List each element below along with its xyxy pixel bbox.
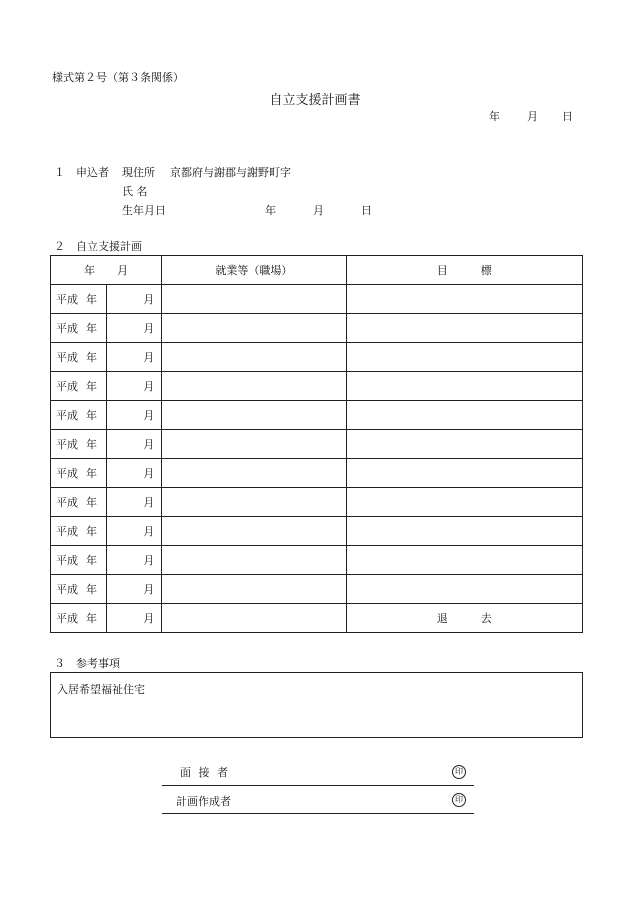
reference-text: 入居希望福祉住宅 xyxy=(57,683,145,696)
birthdate-year: 年 xyxy=(265,204,276,217)
row-goal xyxy=(346,401,582,430)
row-goal xyxy=(346,372,582,401)
table-row xyxy=(51,604,583,633)
row-month: 月 xyxy=(107,459,162,488)
row-era-year-cell xyxy=(51,488,107,517)
header-employment: 就業等（職場） xyxy=(162,256,346,285)
row-era-year-cell xyxy=(51,285,107,314)
table-body xyxy=(51,285,583,633)
header-date-day: 日 xyxy=(562,110,573,123)
row-era-year-cell xyxy=(51,604,107,633)
header-goal: 目 標 xyxy=(346,256,582,285)
row-era: 平成 xyxy=(56,554,78,567)
interviewer-signature-line xyxy=(162,785,474,786)
row-year: 年 xyxy=(86,554,97,567)
table-row xyxy=(51,314,583,343)
row-employment xyxy=(162,459,346,488)
table-row xyxy=(51,372,583,401)
table-row xyxy=(51,401,583,430)
row-goal xyxy=(346,575,582,604)
birthdate-day: 日 xyxy=(361,204,372,217)
address-value: 京都府与謝郡与謝野町字 xyxy=(170,166,291,179)
support-plan-table xyxy=(50,255,583,633)
header-year-month: 年 月 xyxy=(51,256,162,285)
planner-signature-line xyxy=(162,813,474,814)
row-era: 平成 xyxy=(56,438,78,451)
table-row xyxy=(51,575,583,604)
row-goal: 退 去 xyxy=(346,604,582,633)
row-goal xyxy=(346,459,582,488)
row-year: 年 xyxy=(86,583,97,596)
row-year: 年 xyxy=(86,293,97,306)
table-row xyxy=(51,430,583,459)
header-date-month: 月 xyxy=(527,110,538,123)
row-era: 平成 xyxy=(56,612,78,625)
row-goal xyxy=(346,430,582,459)
row-employment xyxy=(162,285,346,314)
row-employment xyxy=(162,517,346,546)
row-goal xyxy=(346,314,582,343)
table-row xyxy=(51,517,583,546)
row-era-year-cell xyxy=(51,575,107,604)
row-month: 月 xyxy=(107,430,162,459)
row-employment xyxy=(162,488,346,517)
table-row xyxy=(51,459,583,488)
row-year: 年 xyxy=(86,322,97,335)
row-era-year-cell xyxy=(51,343,107,372)
row-era: 平成 xyxy=(56,525,78,538)
row-employment xyxy=(162,430,346,459)
row-year: 年 xyxy=(86,612,97,625)
row-era: 平成 xyxy=(56,351,78,364)
row-month: 月 xyxy=(107,604,162,633)
row-era: 平成 xyxy=(56,409,78,422)
header-date-year: 年 xyxy=(489,110,500,123)
row-month: 月 xyxy=(107,372,162,401)
row-month: 月 xyxy=(107,488,162,517)
row-year: 年 xyxy=(86,496,97,509)
table-row xyxy=(51,285,583,314)
row-year: 年 xyxy=(86,380,97,393)
row-goal xyxy=(346,488,582,517)
birthdate-label: 生年月日 xyxy=(122,204,166,217)
row-era-year-cell xyxy=(51,459,107,488)
row-month: 月 xyxy=(107,575,162,604)
row-month: 月 xyxy=(107,343,162,372)
row-era: 平成 xyxy=(56,496,78,509)
row-employment xyxy=(162,314,346,343)
row-month: 月 xyxy=(107,314,162,343)
row-era: 平成 xyxy=(56,583,78,596)
document-title: 自立支援計画書 xyxy=(269,93,361,108)
row-employment xyxy=(162,343,346,372)
interviewer-seal-icon: 印 xyxy=(452,765,466,779)
interviewer-label: 面 接 者 xyxy=(180,766,230,779)
section3-number: ３ xyxy=(54,657,65,670)
birthdate-month: 月 xyxy=(313,204,324,217)
row-era-year-cell xyxy=(51,517,107,546)
row-year: 年 xyxy=(86,351,97,364)
row-goal xyxy=(346,285,582,314)
row-month: 月 xyxy=(107,546,162,575)
row-employment xyxy=(162,604,346,633)
row-era-year-cell xyxy=(51,372,107,401)
table-row xyxy=(51,488,583,517)
section2-number: ２ xyxy=(54,240,65,253)
row-era: 平成 xyxy=(56,380,78,393)
row-year: 年 xyxy=(86,525,97,538)
row-era: 平成 xyxy=(56,322,78,335)
row-era-year-cell xyxy=(51,401,107,430)
section1-number: １ xyxy=(54,166,65,179)
row-era-year-cell xyxy=(51,430,107,459)
row-era: 平成 xyxy=(56,293,78,306)
row-month: 月 xyxy=(107,401,162,430)
section2-title: 自立支援計画 xyxy=(76,240,142,253)
row-employment xyxy=(162,401,346,430)
row-employment xyxy=(162,372,346,401)
row-goal xyxy=(346,343,582,372)
planner-seal-icon: 印 xyxy=(452,793,466,807)
reference-box xyxy=(50,672,583,738)
planner-label: 計画作成者 xyxy=(176,795,231,808)
row-employment xyxy=(162,575,346,604)
row-year: 年 xyxy=(86,438,97,451)
row-goal xyxy=(346,546,582,575)
row-month: 月 xyxy=(107,517,162,546)
table-header-row xyxy=(51,256,583,285)
row-goal xyxy=(346,517,582,546)
row-era-year-cell xyxy=(51,314,107,343)
row-year: 年 xyxy=(86,467,97,480)
row-employment xyxy=(162,546,346,575)
name-label: 氏 名 xyxy=(122,185,148,198)
form-number: 様式第２号（第３条関係） xyxy=(52,71,184,84)
row-month: 月 xyxy=(107,285,162,314)
row-era-year-cell xyxy=(51,546,107,575)
address-label: 現住所 xyxy=(122,166,155,179)
row-era: 平成 xyxy=(56,467,78,480)
section1-title: 申込者 xyxy=(76,166,109,179)
section3-title: 参考事項 xyxy=(76,657,120,670)
row-year: 年 xyxy=(86,409,97,422)
table-row xyxy=(51,343,583,372)
table-row xyxy=(51,546,583,575)
